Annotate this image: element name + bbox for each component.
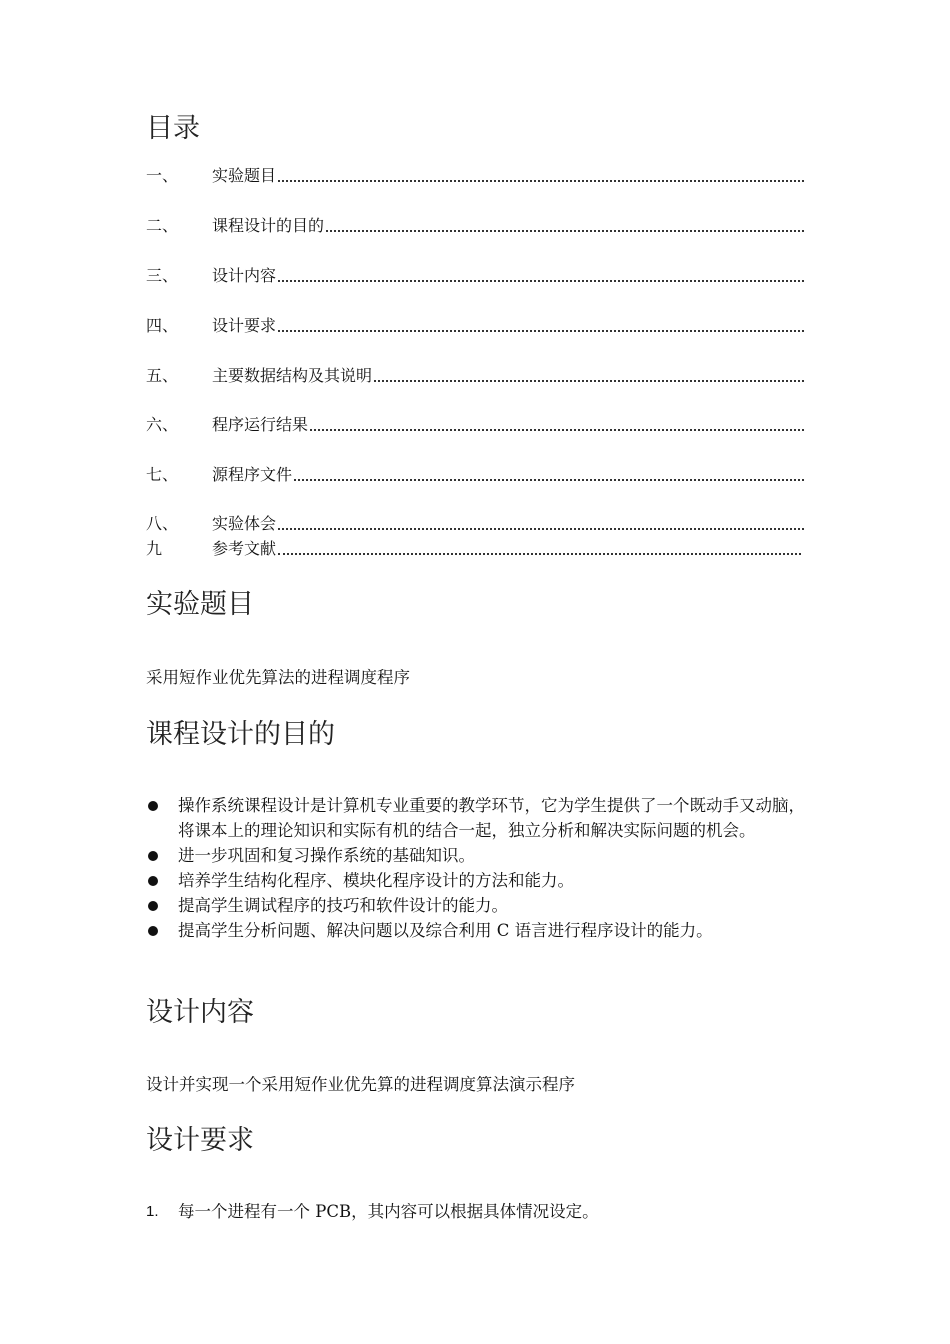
toc-item-number: 三、 xyxy=(146,266,179,285)
bullet-item: 操作系统课程设计是计算机专业重要的教学环节，它为学生提供了一个既动手又动脑，将课本上的理论知识和实际有机的结合一起，独立分析和解决实际问题的机会。 xyxy=(146,793,810,843)
toc-leader-dots xyxy=(326,229,804,232)
section-body: 设计并实现一个采用短作业优先算的进程调度算法演示程序 xyxy=(146,1075,575,1094)
toc-item[interactable] xyxy=(146,463,804,487)
toc-item-label: 参考文献 xyxy=(212,539,277,558)
toc-title: 目录 xyxy=(146,113,200,144)
toc-item-number: 九 xyxy=(146,539,163,558)
toc-item-number: 七、 xyxy=(146,465,179,484)
list-item-text: 每一个进程有一个 PCB，其内容可以根据具体情况设定。 xyxy=(178,1202,599,1221)
list-number: 1. xyxy=(146,1203,159,1220)
toc-leader-dots xyxy=(278,329,804,332)
toc-leader-dots xyxy=(374,379,804,382)
bullet-item: 培养学生结构化程序、模块化程序设计的方法和能力。 xyxy=(146,868,810,893)
toc-item[interactable] xyxy=(146,512,804,536)
section-body: 采用短作业优先算法的进程调度程序 xyxy=(146,668,410,687)
toc-item-number: 八、 xyxy=(146,514,179,533)
bullet-item: 提高学生调试程序的技巧和软件设计的能力。 xyxy=(146,893,810,918)
numbered-list-item xyxy=(146,1199,599,1224)
toc-item-label: 设计内容 xyxy=(212,266,277,285)
section-heading: 实验题目 xyxy=(146,589,254,620)
toc-item[interactable] xyxy=(146,364,804,388)
toc-item[interactable] xyxy=(146,214,804,238)
toc-item-label: 课程设计的目的 xyxy=(212,216,325,235)
toc-leader-dots xyxy=(294,478,804,481)
section-heading: 课程设计的目的 xyxy=(146,719,335,750)
toc-item[interactable] xyxy=(146,314,804,338)
toc-item-label: 实验体会 xyxy=(212,514,277,533)
bullet-item: 提高学生分析问题、解决问题以及综合利用 C 语言进行程序设计的能力。 xyxy=(146,918,810,943)
toc-item-label: 实验题目 xyxy=(212,166,277,185)
toc-leader-dots xyxy=(278,179,804,182)
toc-item-number: 一、 xyxy=(146,166,179,185)
bullet-list xyxy=(146,793,810,943)
section-heading: 设计内容 xyxy=(146,997,254,1028)
toc-item-number: 二、 xyxy=(146,216,179,235)
toc-leader-dots xyxy=(278,552,801,555)
section-heading: 设计要求 xyxy=(146,1125,254,1156)
toc-leader-dots xyxy=(310,428,804,431)
toc-item-number: 六、 xyxy=(146,415,179,434)
toc-item-label: 源程序文件 xyxy=(212,465,293,484)
toc-item-label: 程序运行结果 xyxy=(212,415,309,434)
toc-item[interactable] xyxy=(146,413,804,437)
toc-item-number: 四、 xyxy=(146,316,179,335)
toc-item-label: 设计要求 xyxy=(212,316,277,335)
toc-item-label: 主要数据结构及其说明 xyxy=(212,366,373,385)
toc-item[interactable] xyxy=(146,264,804,288)
bullet-item: 进一步巩固和复习操作系统的基础知识。 xyxy=(146,843,810,868)
toc-item[interactable] xyxy=(146,164,804,188)
toc-item[interactable] xyxy=(146,537,801,561)
toc-leader-dots xyxy=(278,527,804,530)
toc-leader-dots xyxy=(278,279,804,282)
toc-item-number: 五、 xyxy=(146,366,179,385)
